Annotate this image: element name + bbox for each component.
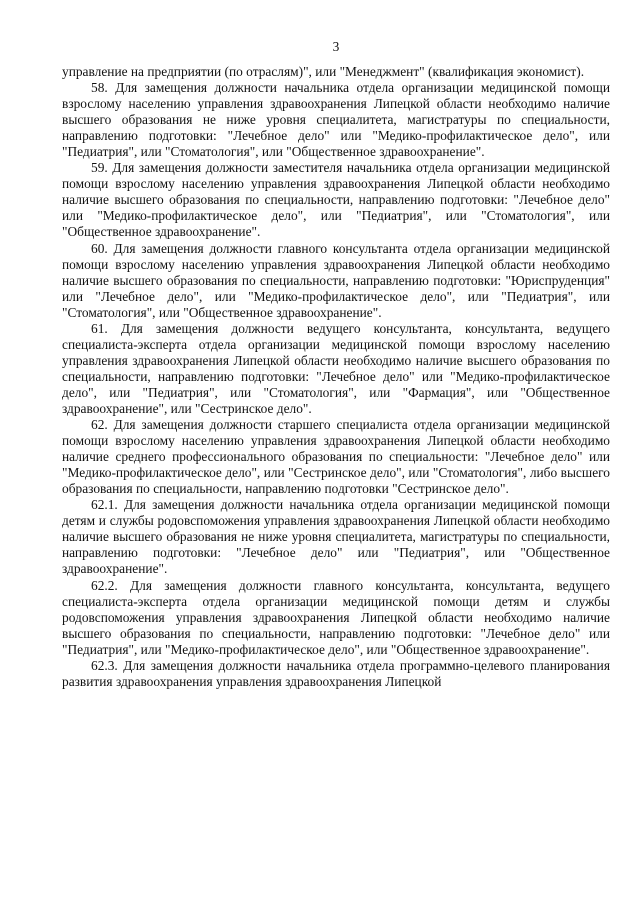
document-page [62, 0, 610, 690]
paragraph-62-2: 62.2. Для замещения должности главного консультанта, консультанта, ведущего специалиста-эксперта отдела организации медицинской помощи детям и службы родовспоможения управления здравоохранения Липецкой области необходимо наличие высшего образования по специальности, направлению подготовки: "Лечебное дело" или "Педиатрия", или "Медико-профилактическое дело", или "Общественное здравоохранение". [62, 577, 610, 657]
paragraph-62: 62. Для замещения должности старшего специалиста отдела организации медицинской помощи взрослому населению управления здравоохранения Липецкой области необходимо наличие среднего профессионального образования по специальности: "Лечебное дело" или "Медико-профилактическое дело", или "Сестринское дело", или "Стоматология", либо высшего образования по специальности, направлению подготовки "Сестринское дело". [62, 417, 610, 497]
paragraph-58: 58. Для замещения должности начальника отдела организации медицинской помощи взрослому населению управления здравоохранения Липецкой области необходимо наличие высшего образования не ниже уровня специалитета, магистратуры по специальности, направлению подготовки: "Лечебное дело" или "Медико-профилактическое дело", или "Педиатрия", или "Стоматология", или "Общественное здравоохранение". [62, 80, 610, 160]
paragraph-62-3: 62.3. Для замещения должности начальника отдела программно-целевого планирования развития здравоохранения управления здравоохранения Липецкой [62, 657, 610, 689]
page-number: 3 [332, 39, 340, 54]
paragraph-59: 59. Для замещения должности заместителя начальника отдела организации медицинской помощи взрослому населению управления здравоохранения Липецкой области необходимо наличие высшего образования по специальности, направлению подготовки: "Лечебное дело" или "Медико-профилактическое дело", или "Педиатрия", или "Стоматология", или "Общественное здравоохранение". [62, 160, 610, 240]
paragraph-60: 60. Для замещения должности главного консультанта отдела организации медицинской помощи взрослому населению управления здравоохранения Липецкой области необходимо наличие высшего образования по специальности, направлению подготовки: "Юриспруденция" или "Лечебное дело", или "Медико-профилактическое дело", или "Педиатрия", или "Стоматология", или "Общественное здравоохранение". [62, 240, 610, 320]
paragraph-62-1: 62.1. Для замещения должности начальника отдела организации медицинской помощи детям и службы родовспоможения управления здравоохранения Липецкой области необходимо наличие высшего образования не ниже уровня специалитета, магистратуры по специальности, направлению подготовки: "Лечебное дело" или "Педиатрия", или "Общественное здравоохранение". [62, 497, 610, 577]
paragraph-61: 61. Для замещения должности ведущего консультанта, консультанта, ведущего специалиста-эксперта отдела организации медицинской помощи взрослому населению управления здравоохранения Липецкой области необходимо наличие высшего образования по специальности, направлению подготовки: "Лечебное дело" или "Медико-профилактическое дело", или "Педиатрия", или "Стоматология", или "Фармация", или "Общественное здравоохранение", или "Сестринское дело". [62, 320, 610, 416]
paragraph-continuation: управление на предприятии (по отраслям)", или "Менеджмент" (квалификация экономист). [62, 64, 585, 79]
